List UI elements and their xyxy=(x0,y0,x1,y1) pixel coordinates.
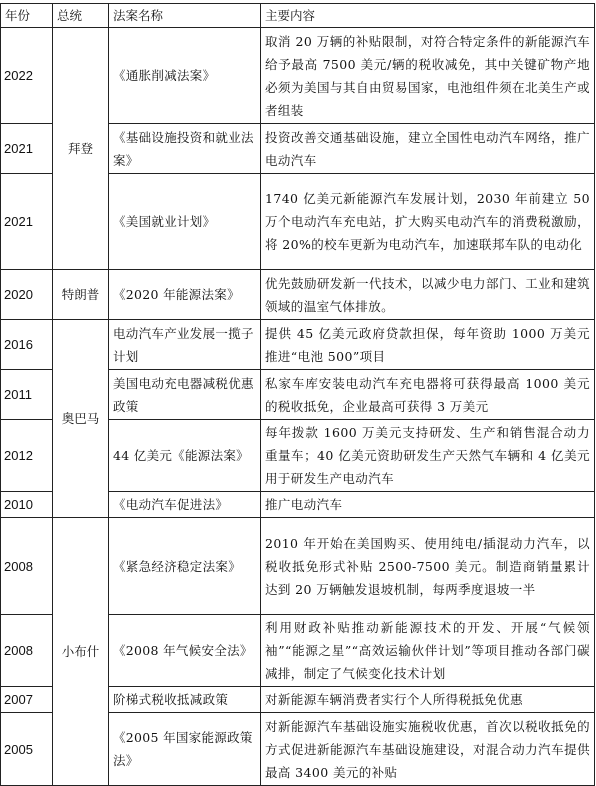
year-cell: 2021 xyxy=(1,124,53,174)
law-name-cell: 《2005 年国家能源政策法》 xyxy=(109,713,261,786)
table-row xyxy=(1,28,595,124)
law-name-cell: 阶梯式税收抵减政策 xyxy=(109,687,261,713)
policy-table xyxy=(0,3,595,786)
law-name-cell: 电动汽车产业发展一揽子计划 xyxy=(109,320,261,370)
year-cell: 2008 xyxy=(1,615,53,687)
header-content: 主要内容 xyxy=(261,4,595,28)
content-cell: 2010 年开始在美国购买、使用纯电/插混动力汽车，以税收抵免形式补贴 2500-7500 美元。制造商销量累计达到 20 万辆触发退坡机制，每两季度退坡一半 xyxy=(261,518,595,615)
year-cell: 2012 xyxy=(1,420,53,492)
year-cell: 2020 xyxy=(1,270,53,320)
year-cell: 2011 xyxy=(1,370,53,420)
year-cell: 2016 xyxy=(1,320,53,370)
content-cell: 推广电动汽车 xyxy=(261,492,595,518)
president-cell: 拜登 xyxy=(53,28,109,270)
content-cell: 优先鼓励研发新一代技术，以减少电力部门、工业和建筑领域的温室气体排放。 xyxy=(261,270,595,320)
president-cell: 特朗普 xyxy=(53,270,109,320)
year-cell: 2005 xyxy=(1,713,53,786)
content-cell: 私家车库安装电动汽车充电器将可获得最高 1000 美元的税收抵免，企业最高可获得 3 万美元 xyxy=(261,370,595,420)
header-president: 总统 xyxy=(53,4,109,28)
law-name-cell: 《基础设施投资和就业法案》 xyxy=(109,124,261,174)
year-cell: 2008 xyxy=(1,518,53,615)
header-row xyxy=(1,4,595,28)
table-row xyxy=(1,270,595,320)
president-cell: 小布什 xyxy=(53,518,109,786)
header-law: 法案名称 xyxy=(109,4,261,28)
content-cell: 每年拨款 1600 万美元支持研发、生产和销售混合动力重量车；40 亿美元资助研发生产天然气车辆和 4 亿美元用于研发生产电动汽车 xyxy=(261,420,595,492)
year-cell: 2022 xyxy=(1,28,53,124)
year-cell: 2007 xyxy=(1,687,53,713)
content-cell: 利用财政补贴推动新能源技术的开发、开展“气候领袖”“能源之星”“高效运输伙伴计划”等项目推动各部门碳减排，制定了气候变化技术计划 xyxy=(261,615,595,687)
year-cell: 2021 xyxy=(1,174,53,270)
law-name-cell: 《2008 年气候安全法》 xyxy=(109,615,261,687)
content-cell: 对新能源车辆消费者实行个人所得税抵免优惠 xyxy=(261,687,595,713)
table-row xyxy=(1,518,595,615)
law-name-cell: 《2020 年能源法案》 xyxy=(109,270,261,320)
content-cell: 提供 45 亿美元政府贷款担保，每年资助 1000 万美元推进“电池 500”项目 xyxy=(261,320,595,370)
table-row xyxy=(1,320,595,370)
year-cell: 2010 xyxy=(1,492,53,518)
content-cell: 1740 亿美元新能源汽车发展计划，2030 年前建立 50 万个电动汽车充电站，扩大购买电动汽车的消费税激励，将 20%的校车更新为电动汽车，加速联邦车队的电动化 xyxy=(261,174,595,270)
law-name-cell: 《紧急经济稳定法案》 xyxy=(109,518,261,615)
law-name-cell: 美国电动充电器减税优惠政策 xyxy=(109,370,261,420)
law-name-cell: 《通胀削减法案》 xyxy=(109,28,261,124)
law-name-cell: 《电动汽车促进法》 xyxy=(109,492,261,518)
law-name-cell: 《美国就业计划》 xyxy=(109,174,261,270)
president-cell: 奥巴马 xyxy=(53,320,109,518)
content-cell: 取消 20 万辆的补贴限制，对符合特定条件的新能源汽车给予最高 7500 美元/辆的税收减免，其中关键矿物产地必须为美国与其自由贸易国家，电池组件须在北美生产或者组装 xyxy=(261,28,595,124)
content-cell: 投资改善交通基础设施，建立全国性电动汽车网络，推广电动汽车 xyxy=(261,124,595,174)
law-name-cell: 44 亿美元《能源法案》 xyxy=(109,420,261,492)
content-cell: 对新能源汽车基础设施实施税收优惠，首次以税收抵免的方式促进新能源汽车基础设施建设，对混合动力汽车提供最高 3400 美元的补贴 xyxy=(261,713,595,786)
header-year: 年份 xyxy=(1,4,53,28)
